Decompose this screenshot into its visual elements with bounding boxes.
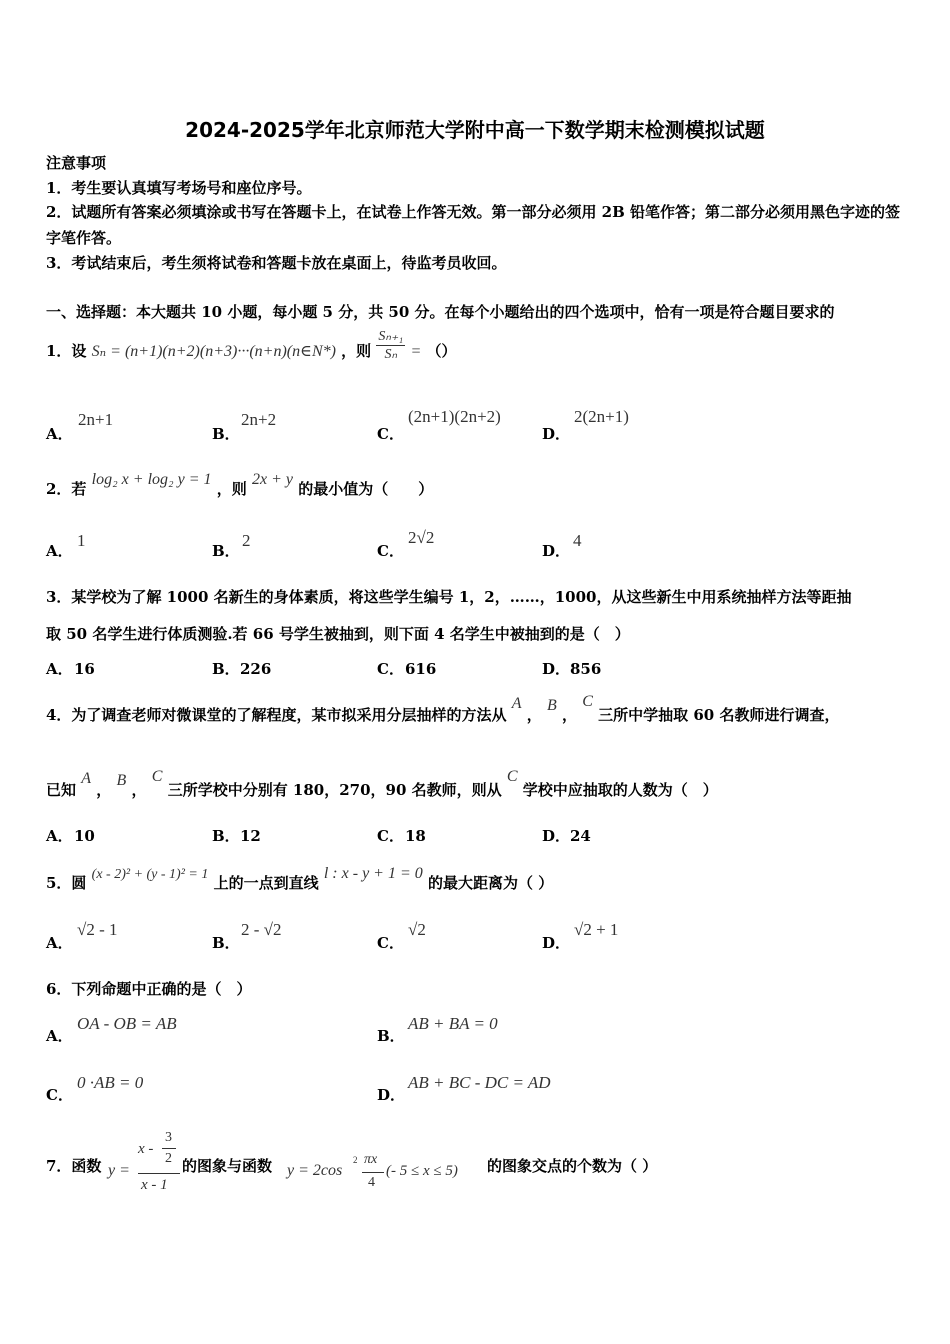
option-label: A． bbox=[46, 827, 73, 845]
q6-option-d[interactable] bbox=[377, 1084, 405, 1105]
q2-expression-1: log₂ x + log₂ y = 1 bbox=[91, 471, 212, 488]
q7-range: (- 5 ≤ x ≤ 5) bbox=[386, 1163, 458, 1179]
option-value: 226 bbox=[240, 660, 272, 678]
q3-option-b[interactable] bbox=[212, 658, 271, 679]
q4-comma: ， bbox=[131, 781, 147, 799]
question-1 bbox=[46, 328, 457, 363]
notice-item-3: 3．考试结束后，考生须将试卷和答题卡放在桌面上，待监考员收回。 bbox=[46, 254, 507, 272]
option-label: D． bbox=[542, 827, 571, 845]
q2-option-c[interactable] bbox=[377, 540, 405, 561]
q5-option-b-value: 2 - √2 bbox=[241, 920, 282, 939]
option-label: C． bbox=[377, 934, 404, 952]
option-label: A． bbox=[46, 934, 73, 952]
option-label: A． bbox=[46, 1027, 73, 1045]
q4-comma: ， bbox=[526, 706, 542, 724]
option-label: C． bbox=[377, 542, 404, 560]
option-label: C． bbox=[377, 827, 404, 845]
q6-option-a[interactable] bbox=[46, 1025, 74, 1046]
q2-option-b-value: 2 bbox=[242, 531, 251, 550]
q1-fraction bbox=[376, 328, 405, 363]
q5-expression-1: (x - 2)² + (y - 1)² = 1 bbox=[91, 867, 209, 882]
option-label: B． bbox=[377, 1027, 405, 1045]
notice-item-2: 2．试题所有答案必须填涂或书写在答题卡上，在试卷上作答无效。第一部分必须用 2B 铅笔作答；第二部分必须用黑色字迹的签字笔作答。 bbox=[46, 203, 901, 247]
notice-heading: 注意事项 bbox=[46, 154, 107, 172]
q1-option-c-value: (2n+1)(2n+2) bbox=[408, 407, 501, 426]
q5-suffix: 的最大距离为（ ） bbox=[428, 874, 554, 892]
q6-option-b-value: AB + BA = 0 bbox=[408, 1014, 498, 1033]
q7-num-frac-n: 3 bbox=[165, 1130, 172, 1145]
page-title: 2024-2025学年北京师范大学附中高一下数学期末检测模拟试题 bbox=[185, 118, 765, 142]
q4-l1-suffix: 三所中学抽取 60 名教师进行调查， bbox=[598, 706, 840, 724]
q2-prefix: 2．若 bbox=[46, 480, 87, 498]
q4-var-a: A bbox=[511, 695, 522, 712]
q1-option-b-value: 2n+2 bbox=[241, 410, 277, 429]
q7-suffix: 的图象交点的个数为（ ） bbox=[487, 1157, 658, 1175]
q6-option-c-value: 0 ·AB = 0 bbox=[77, 1073, 144, 1092]
option-label: C． bbox=[377, 425, 404, 443]
notice-item-1: 1．考生要认真填写考场号和座位序号。 bbox=[46, 179, 312, 197]
q4-var-c: C bbox=[582, 693, 593, 710]
option-label: B． bbox=[212, 542, 240, 560]
q5-mid: 上的一点到直线 bbox=[213, 874, 319, 892]
option-label: B． bbox=[212, 934, 240, 952]
q1-expression: Sₙ = (n+1)(n+2)(n+3)···(n+n)(n∈N*) bbox=[91, 343, 336, 360]
option-label: D． bbox=[542, 660, 571, 678]
q4-l1-prefix: 4．为了调查老师对微课堂的了解程度，某市拟采用分层抽样的方法从 bbox=[46, 706, 507, 724]
question-3-line-1: 3．某学校为了解 1000 名新生的身体素质，将这些学生编号 1，2，……，1000，从这些新生中用系统抽样方法等距抽 bbox=[46, 588, 852, 606]
q4-var-c: C bbox=[506, 768, 518, 785]
q7-inner-frac-bar bbox=[162, 1148, 176, 1149]
question-2 bbox=[46, 471, 434, 499]
q6-option-d-value: AB + BC - DC = AD bbox=[408, 1073, 551, 1092]
q7-pi-bar bbox=[362, 1172, 384, 1173]
option-value: 12 bbox=[240, 827, 261, 845]
q2-mid: ，则 bbox=[216, 480, 247, 498]
q4-var-c: C bbox=[151, 768, 163, 785]
option-label: D． bbox=[542, 934, 571, 952]
q7-pi-den: 4 bbox=[368, 1175, 375, 1190]
q6-option-b[interactable] bbox=[377, 1025, 405, 1046]
q1-option-d-value: 2(2n+1) bbox=[574, 407, 629, 426]
q7-sup: 2 bbox=[353, 1155, 358, 1165]
q5-option-b[interactable] bbox=[212, 932, 240, 953]
q2-option-d[interactable] bbox=[542, 540, 570, 561]
q6-option-a-value: OA - OB = AB bbox=[77, 1014, 177, 1033]
q1-prefix: 1．设 bbox=[46, 342, 87, 360]
q6-option-c[interactable] bbox=[46, 1084, 74, 1105]
q1-mid: ，则 bbox=[341, 342, 372, 360]
section-heading: 一、选择题：本大题共 10 小题，每小题 5 分，共 50 分。在每个小题给出的四个选项中，恰有一项是符合题目要求的 bbox=[46, 303, 835, 321]
q4-var-b: B bbox=[546, 697, 557, 714]
q4-option-a[interactable] bbox=[46, 825, 95, 846]
option-label: B． bbox=[212, 425, 240, 443]
q2-suffix: 的最小值为（ ） bbox=[298, 480, 434, 498]
q5-expression-2: l : x - y + 1 = 0 bbox=[323, 865, 423, 882]
q4-l2-mid: 三所学校中分别有 180，270，90 名教师，则从 bbox=[167, 781, 502, 799]
question-7-prefix: 7．函数 bbox=[46, 1157, 102, 1175]
q1-option-c[interactable] bbox=[377, 423, 405, 444]
option-label: A． bbox=[46, 425, 73, 443]
q5-option-c-value: √2 bbox=[408, 920, 426, 939]
q3-option-c[interactable] bbox=[377, 658, 436, 679]
q7-num-top: x - bbox=[138, 1141, 154, 1157]
q4-l2-suffix: 学校中应抽取的人数为（ ） bbox=[522, 781, 718, 799]
q4-comma: ， bbox=[96, 781, 112, 799]
q7-expression-2: y = 2cos bbox=[287, 1162, 343, 1179]
q4-option-d[interactable] bbox=[542, 825, 591, 846]
q1-frac-den: Sₙ bbox=[384, 346, 398, 362]
q7-mid: 的图象与函数 bbox=[182, 1157, 273, 1175]
option-label: B． bbox=[212, 660, 240, 678]
q7-num-frac-d: 2 bbox=[165, 1151, 172, 1166]
q1-option-a[interactable] bbox=[46, 423, 74, 444]
option-value: 616 bbox=[405, 660, 437, 678]
question-5 bbox=[46, 865, 554, 893]
q2-option-c-value: 2√2 bbox=[408, 528, 435, 547]
q2-option-d-value: 4 bbox=[573, 531, 582, 550]
option-label: D． bbox=[542, 542, 571, 560]
option-value: 16 bbox=[74, 660, 95, 678]
q4-var-a: A bbox=[81, 770, 92, 787]
q7-y-eq: y = bbox=[108, 1162, 130, 1179]
q5-prefix: 5．圆 bbox=[46, 874, 87, 892]
option-label: C． bbox=[46, 1086, 73, 1104]
q4-option-b[interactable] bbox=[212, 825, 261, 846]
option-label: A． bbox=[46, 542, 73, 560]
question-4-line-1 bbox=[46, 693, 840, 725]
option-value: 10 bbox=[74, 827, 95, 845]
q5-option-c[interactable] bbox=[377, 932, 405, 953]
q2-option-a[interactable] bbox=[46, 540, 74, 561]
q7-frac-bar bbox=[138, 1173, 180, 1174]
q7-den: x - 1 bbox=[141, 1177, 168, 1193]
option-value: 24 bbox=[570, 827, 591, 845]
q2-option-b[interactable] bbox=[212, 540, 240, 561]
q4-l2-prefix: 已知 bbox=[46, 781, 77, 799]
option-label: C． bbox=[377, 660, 404, 678]
q1-option-a-value: 2n+1 bbox=[78, 410, 114, 429]
q1-frac-num: Sₙ₊₁ bbox=[378, 328, 404, 344]
question-4-line-2 bbox=[46, 768, 718, 800]
option-label: D． bbox=[377, 1086, 406, 1104]
q1-option-b[interactable] bbox=[212, 423, 240, 444]
question-3-line-2: 取 50 名学生进行体质测验.若 66 号学生被抽到，则下面 4 名学生中被抽到的是（ ） bbox=[46, 625, 630, 643]
option-value: 856 bbox=[570, 660, 602, 678]
q1-option-d[interactable] bbox=[542, 423, 570, 444]
q2-option-a-value: 1 bbox=[77, 531, 86, 550]
q1-suffix: （） bbox=[426, 342, 457, 360]
q1-eq: = bbox=[410, 343, 422, 360]
q5-option-d[interactable] bbox=[542, 932, 570, 953]
q3-option-a[interactable] bbox=[46, 658, 95, 679]
option-label: A． bbox=[46, 660, 73, 678]
q4-var-b: B bbox=[116, 772, 127, 789]
q7-pi-num: πx bbox=[364, 1152, 378, 1167]
q4-comma: ， bbox=[561, 706, 577, 724]
q5-option-d-value: √2 + 1 bbox=[574, 920, 619, 939]
option-label: B． bbox=[212, 827, 240, 845]
option-label: D． bbox=[542, 425, 571, 443]
q4-option-c[interactable] bbox=[377, 825, 426, 846]
q5-option-a[interactable] bbox=[46, 932, 74, 953]
option-value: 18 bbox=[405, 827, 426, 845]
q5-option-a-value: √2 - 1 bbox=[77, 920, 118, 939]
q3-option-d[interactable] bbox=[542, 658, 601, 679]
question-6: 6．下列命题中正确的是（ ） bbox=[46, 980, 252, 998]
q2-expression-2: 2x + y bbox=[251, 471, 293, 488]
